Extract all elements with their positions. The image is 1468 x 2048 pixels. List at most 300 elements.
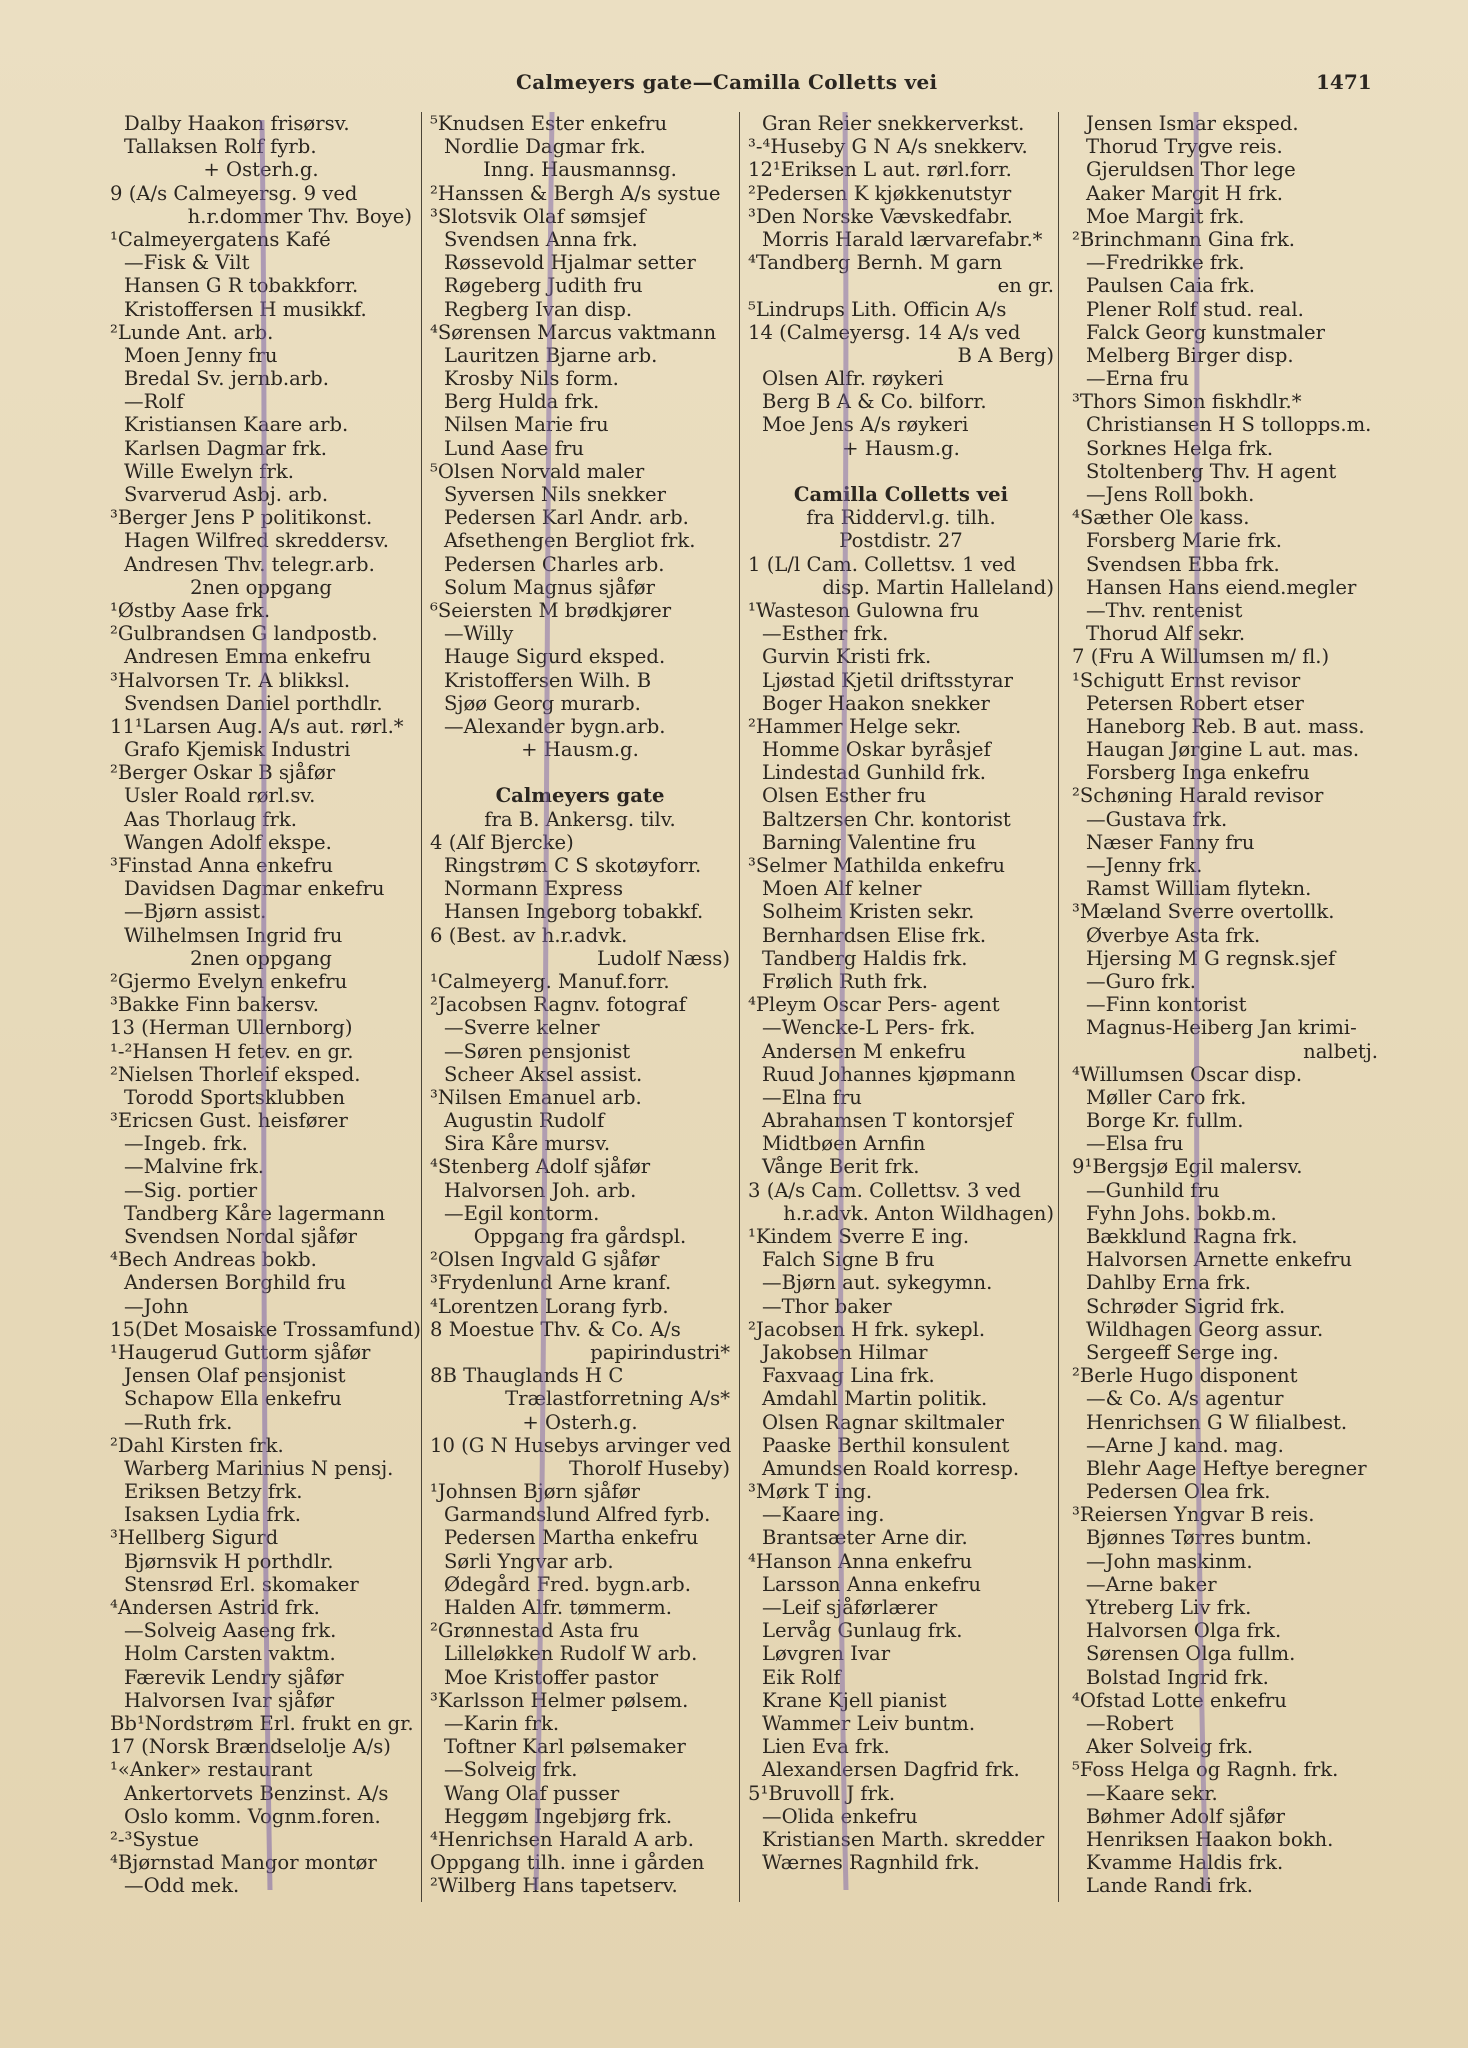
directory-entry: Lande Randi frk.: [1086, 1874, 1253, 1898]
directory-entry: Dalby Haakon frisørsv.: [124, 112, 350, 135]
column-divider: [739, 112, 740, 1902]
directory-entry: Camilla Colletts vei: [793, 483, 1009, 506]
directory-entry: 10 (G N Husebys arvinger ved: [430, 1433, 732, 1457]
directory-entry: ¹Østby Aase frk.: [110, 598, 271, 622]
directory-entry: ²-³Systue: [110, 1827, 199, 1851]
directory-entry: 3 (A/s Cam. Collettsv. 3 ved: [748, 1178, 1021, 1202]
directory-entry: Wilhelmsen Ingrid fru: [124, 923, 343, 947]
directory-entry: Bækklund Ragna frk.: [1086, 1225, 1298, 1248]
directory-entry: ¹«Anker» restaurant: [110, 1758, 313, 1782]
directory-entry: 14 (Calmeyersg. 14 A/s ved: [748, 320, 1021, 344]
directory-entry: 1 (L/l Cam. Collettsv. 1 ved: [748, 552, 1016, 576]
column-divider: [421, 112, 422, 1902]
directory-entry: B A Berg): [957, 343, 1054, 367]
directory-entry: 15(Det Mosaiske Trossamfund): [110, 1317, 421, 1341]
directory-entry: 2nen oppgang: [190, 946, 332, 970]
directory-entry: ²Schøning Harald revisor: [1072, 784, 1324, 808]
directory-entry: ⁵Knudsen Ester enkefru: [430, 112, 668, 135]
directory-entry: Brantsæter Arne dir.: [762, 1526, 968, 1550]
page-title: Calmeyers gate—Camilla Colletts vei: [516, 70, 938, 94]
directory-entry: Dahlby Erna frk.: [1086, 1271, 1252, 1295]
directory-entry: Morris Harald lærvarefabr.*: [762, 227, 1043, 251]
directory-entry: + Hausm.g.: [521, 738, 639, 762]
directory-entry: Sorknes Helga frk.: [1086, 436, 1274, 460]
directory-entry: Melberg Birger disp.: [1086, 343, 1294, 367]
directory-entry: Falck Georg kunstmaler: [1086, 320, 1325, 344]
directory-entry: Forsberg Marie frk.: [1086, 529, 1282, 553]
directory-entry: Tandberg Kåre lagermann: [124, 1201, 386, 1225]
directory-entry: —Alexander bygn.arb.: [444, 714, 666, 738]
directory-entry: ³Thors Simon fiskhdlr.*: [1072, 390, 1302, 414]
directory-entry: Jensen Ismar eksped.: [1086, 112, 1299, 135]
directory-entry: 2nen oppgang: [190, 575, 332, 599]
directory-entry: Henrichsen G W filialbest.: [1086, 1410, 1348, 1434]
directory-entry: ³Den Norske Vævskedfabr.: [748, 204, 1013, 228]
directory-entry: Vånge Berit frk.: [762, 1155, 920, 1179]
directory-entry: ²Gulbrandsen G landpostb.: [110, 622, 378, 646]
directory-entry: 7 (Fru A Willumsen m/ fl.): [1072, 645, 1330, 669]
directory-entry: Lindestad Gunhild frk.: [762, 761, 986, 785]
directory-entry: papirindustri*: [590, 1340, 730, 1364]
directory-entry: Plener Rolf stud. real.: [1086, 297, 1304, 321]
directory-entry: Svendsen Nordal sjåfør: [124, 1225, 358, 1248]
directory-entry: Kvamme Haldis frk.: [1086, 1851, 1284, 1875]
directory-entry: Scheer Aksel assist.: [444, 1062, 643, 1086]
directory-entry: ¹Calmeyergatens Kafé: [110, 227, 331, 251]
directory-entry: —Elna fru: [762, 1085, 862, 1109]
directory-entry: ¹Haugerud Guttorm sjåfør: [110, 1340, 371, 1364]
directory-column-1: [110, 112, 421, 1902]
directory-entry: Nilsen Marie fru: [444, 413, 609, 437]
directory-entry: Schrøder Sigrid frk.: [1086, 1294, 1286, 1318]
directory-entry: —Kaare sekr.: [1086, 1781, 1218, 1805]
directory-entry: Grafo Kjemisk Industri: [124, 738, 351, 762]
directory-entry: 12¹Eriksen L aut. rørl.forr.: [748, 158, 1012, 182]
directory-entry: Sjøø Georg murarb.: [444, 691, 641, 715]
directory-entry: + Osterh.g.: [522, 1410, 638, 1434]
directory-entry: —Egil kontorm.: [444, 1201, 600, 1225]
directory-entry: Bjørnsvik H porthdlr.: [124, 1549, 334, 1573]
directory-entry: Midtbøen Arnfin: [762, 1132, 926, 1156]
directory-entry: Ruud Johannes kjøpmann: [762, 1062, 1016, 1086]
directory-entry: —Esther frk.: [762, 622, 889, 646]
directory-entry: Solheim Kristen sekr.: [762, 900, 975, 924]
directory-entry: Møller Caro frk.: [1086, 1085, 1247, 1109]
directory-entry: ²Hanssen & Bergh A/s systue: [430, 181, 721, 205]
directory-entry: Halvorsen Olga frk.: [1086, 1619, 1282, 1643]
directory-entry: Eriksen Betzy frk.: [124, 1480, 303, 1504]
directory-entry: —John: [124, 1294, 189, 1318]
directory-entry: Haugan Jørgine L aut. mas.: [1086, 738, 1360, 762]
directory-entry: ²Berger Oskar B sjåfør: [110, 761, 336, 785]
directory-entry: —John maskinm.: [1086, 1549, 1253, 1573]
directory-entry: —Solveig frk.: [444, 1758, 578, 1782]
directory-entry: Løvgren Ivar: [762, 1642, 891, 1666]
directory-entry: —Ingeb. frk.: [124, 1132, 248, 1156]
directory-entry: Ankertorvets Benzinst. A/s: [124, 1781, 389, 1805]
directory-entry: ²Olsen Ingvald G sjåfør: [430, 1248, 660, 1272]
directory-entry: —Sig. portier: [124, 1178, 258, 1202]
directory-entry: ¹Johnsen Bjørn sjåfør: [430, 1480, 640, 1504]
directory-entry: Moen Jenny fru: [124, 343, 278, 367]
directory-entry: Boger Haakon snekker: [762, 691, 990, 715]
directory-entry: Wangen Adolf ekspe.: [124, 830, 332, 854]
directory-entry: Krane Kjell pianist: [762, 1688, 947, 1712]
directory-entry: Ringstrøm C S skotøyforr.: [444, 854, 702, 877]
directory-entry: ¹Kindem Sverre E ing.: [748, 1225, 970, 1248]
directory-entry: Stensrød Erl. skomaker: [124, 1572, 359, 1596]
directory-entry: ⁴Hanson Anna enkefru: [748, 1549, 973, 1573]
directory-entry: Karlsen Dagmar frk.: [124, 436, 327, 460]
directory-entry: Aaker Margit H frk.: [1086, 181, 1283, 205]
directory-entry: Torodd Sportsklubben: [124, 1085, 345, 1109]
directory-entry: Eik Rolf: [762, 1665, 841, 1689]
directory-entry: Pedersen Karl Andr. arb.: [444, 506, 689, 530]
directory-entry: Nordlie Dagmar frk.: [444, 135, 646, 159]
directory-entry: —& Co. A/s agentur: [1086, 1387, 1284, 1411]
directory-entry: Henriksen Haakon bokh.: [1086, 1827, 1334, 1851]
directory-entry: 9¹Bergsjø Egil malersv.: [1072, 1155, 1303, 1179]
directory-entry: Paulsen Caia frk.: [1086, 274, 1255, 298]
directory-entry: Oslo komm. Vognm.foren.: [124, 1804, 381, 1828]
directory-entry: Bolstad Ingrid frk.: [1086, 1665, 1269, 1689]
directory-entry: ²Berle Hugo disponent: [1072, 1364, 1298, 1388]
directory-entry: Lund Aase fru: [444, 436, 584, 460]
directory-entry: —Sverre kelner: [444, 1016, 600, 1040]
directory-entry: Christiansen H S tollopps.m.: [1086, 413, 1372, 437]
directory-entry: [748, 460, 1054, 483]
directory-entry: Lilleløkken Rudolf W arb.: [444, 1642, 698, 1666]
directory-entry: —Gunhild fru: [1086, 1178, 1220, 1202]
directory-entry: Postdistr. 27: [839, 529, 963, 553]
directory-entry: Hagen Wilfred skreddersv.: [124, 529, 390, 553]
directory-entry: ⁴Lorentzen Lorang fyrb.: [430, 1294, 669, 1318]
directory-entry: Jakobsen Hilmar: [762, 1340, 928, 1364]
directory-entry: 9 (A/s Calmeyersg. 9 ved: [110, 181, 358, 205]
directory-entry: Andresen Emma enkefru: [124, 645, 372, 669]
directory-entry: —Robert: [1086, 1711, 1174, 1735]
directory-entry: Olsen Ragnar skiltmaler: [762, 1410, 1004, 1434]
directory-entry: Pedersen Charles arb.: [444, 552, 665, 576]
directory-entry: ³Reiersen Yngvar B reis.: [1072, 1503, 1315, 1527]
directory-entry: Stoltenberg Thv. H agent: [1086, 459, 1337, 483]
directory-entry: + Osterh.g.: [203, 158, 319, 182]
directory-entry: —Karin frk.: [444, 1711, 560, 1735]
directory-entry: —Thor baker: [762, 1294, 892, 1318]
directory-entry: Augustin Rudolf: [444, 1109, 605, 1133]
directory-entry: Wammer Leiv buntm.: [762, 1711, 976, 1735]
directory-entry: ⁶Seiersten M brødkjører: [430, 598, 672, 622]
directory-entry: Toftner Karl pølsemaker: [444, 1735, 686, 1759]
directory-entry: —Rolf: [124, 390, 184, 414]
directory-entry: Lien Eva frk.: [762, 1735, 890, 1759]
directory-entry: Bredal Sv. jernb.arb.: [124, 367, 329, 391]
directory-column-4: [1072, 112, 1378, 1902]
directory-entry: Fyhn Johs. bokb.m.: [1086, 1201, 1277, 1225]
directory-entry: Calmeyers gate: [495, 784, 665, 808]
directory-entry: Sergeeff Serge ing.: [1086, 1340, 1279, 1364]
directory-entry: —Wencke-L Pers- frk.: [762, 1016, 976, 1040]
directory-entry: 8 Moestue Thv. & Co. A/s: [430, 1317, 681, 1341]
directory-entry: Paaske Berthil konsulent: [762, 1433, 1010, 1457]
directory-entry: disp. Martin Halleland): [822, 575, 1054, 599]
directory-entry: fra Riddervl.g. tilh.: [806, 506, 996, 530]
directory-entry: Barning Valentine fru: [762, 830, 977, 854]
directory-entry: Wille Ewelyn frk.: [124, 459, 294, 483]
directory-entry: Oppgang fra gårdspl.: [473, 1225, 687, 1248]
directory-entry: fra B. Ankersg. tilv.: [484, 807, 676, 831]
column-divider: [1058, 112, 1059, 1902]
directory-entry: Svendsen Ebba frk.: [1086, 552, 1280, 576]
directory-entry: Kristiansen Marth. skredder: [762, 1827, 1045, 1851]
directory-entry: ²Pedersen K kjøkkenutstyr: [748, 181, 1012, 205]
directory-entry: Halvorsen Ivar sjåfør: [124, 1688, 335, 1712]
directory-entry: Krosby Nils form.: [444, 367, 619, 391]
directory-entry: Ødegård Fred. bygn.arb.: [444, 1572, 691, 1596]
directory-entry: ³Ericsen Gust. heisfører: [110, 1109, 348, 1133]
directory-entry: Usler Roald rørl.sv.: [124, 784, 316, 808]
directory-entry: ⁴Pleym Oscar Pers- agent: [748, 993, 1000, 1017]
directory-entry: 13 (Herman Ullernborg): [110, 1016, 353, 1040]
directory-entry: Wildhagen Georg assur.: [1086, 1317, 1324, 1341]
directory-entry: Schapow Ella enkefru: [124, 1387, 342, 1411]
directory-entry: —Kaare ing.: [762, 1503, 885, 1527]
directory-entry: —Gustava frk.: [1086, 807, 1228, 831]
directory-entry: Davidsen Dagmar enkefru: [124, 877, 385, 901]
directory-entry: —Guro frk.: [1086, 969, 1196, 993]
directory-entry: —Arne J kand. mag.: [1086, 1433, 1284, 1457]
directory-entry: ⁵Olsen Norvald maler: [430, 459, 645, 483]
directory-entry: Larsson Anna enkefru: [762, 1572, 982, 1596]
directory-entry: ⁴Henrichsen Harald A arb.: [430, 1827, 694, 1851]
directory-entry: ³Bakke Finn bakersv.: [110, 993, 319, 1017]
directory-entry: Baltzersen Chr. kontorist: [762, 807, 1011, 831]
directory-entry: ⁴Stenberg Adolf sjåfør: [430, 1155, 651, 1179]
directory-entry: ³Mæland Sverre overtollk.: [1072, 900, 1335, 924]
directory-column-3: [748, 112, 1054, 1902]
directory-entry: en gr.: [997, 274, 1054, 298]
directory-entry: —Solveig Aaseng frk.: [124, 1619, 337, 1643]
directory-entry: nalbetj.: [1303, 1039, 1378, 1063]
directory-entry: Inng. Hausmannsg.: [483, 158, 677, 182]
directory-entry: Færevik Lendry sjåfør: [124, 1665, 344, 1689]
directory-entry: Thorolf Huseby): [568, 1456, 730, 1480]
directory-entry: ³Selmer Mathilda enkefru: [748, 854, 1006, 877]
directory-entry: ³Hellberg Sigurd: [110, 1526, 279, 1550]
directory-entry: Sørensen Olga fullm.: [1086, 1642, 1296, 1666]
directory-entry: Magnus-Heiberg Jan krimi-: [1086, 1016, 1357, 1040]
directory-entry: Halvorsen Arnette enkefru: [1086, 1248, 1352, 1272]
directory-entry: ³Berger Jens P politikonst.: [110, 506, 373, 530]
directory-entry: Tandberg Haldis frk.: [762, 946, 968, 970]
directory-entry: Ljøstad Kjetil driftsstyrar: [762, 668, 1013, 692]
directory-entry: Abrahamsen T kontorsjef: [762, 1109, 1013, 1133]
directory-entry: ²Brinchmann Gina frk.: [1072, 227, 1295, 251]
directory-entry: Gran Reier snekkerverkst.: [762, 112, 1025, 135]
directory-entry: —Søren pensjonist: [444, 1039, 631, 1063]
directory-entry: Olsen Esther fru: [762, 784, 927, 808]
directory-entry: Hansen G R tobakkforr.: [124, 274, 359, 298]
directory-entry: —Fisk & Vilt: [124, 251, 250, 275]
directory-entry: ⁴Sæther Ole kass.: [1072, 506, 1250, 530]
directory-entry: Heggøm Ingebjørg frk.: [444, 1804, 673, 1828]
directory-entry: ⁴Sørensen Marcus vaktmann: [430, 320, 717, 344]
directory-entry: Røssevold Hjalmar setter: [444, 251, 696, 275]
directory-entry: —Fredrikke frk.: [1086, 251, 1245, 275]
directory-entry: ²Jacobsen Ragnv. fotograf: [430, 993, 687, 1017]
directory-entry: 5¹Bruvoll J frk.: [748, 1781, 896, 1805]
directory-entry: —Olida enkefru: [762, 1804, 918, 1828]
directory-entry: Pedersen Olea frk.: [1086, 1480, 1271, 1504]
directory-entry: —Willy: [444, 622, 514, 646]
directory-entry: Borge Kr. fullm.: [1086, 1109, 1244, 1133]
directory-entry: Oppgang tilh. inne i gården: [430, 1851, 705, 1875]
directory-entry: Petersen Robert etser: [1086, 691, 1304, 715]
directory-entry: Bjønnes Tørres buntm.: [1086, 1526, 1312, 1550]
directory-entry: h.r.advk. Anton Wildhagen): [783, 1201, 1054, 1225]
directory-entry: Røgeberg Judith fru: [444, 274, 643, 298]
directory-entry: ⁴Willumsen Oscar disp.: [1072, 1062, 1303, 1086]
directory-entry: Solum Magnus sjåfør: [444, 575, 655, 599]
directory-entry: Gjeruldsen Thor lege: [1086, 158, 1296, 182]
directory-entry: ²Nielsen Thorleif eksped.: [110, 1062, 361, 1086]
directory-entry: Olsen Alfr. røykeri: [762, 367, 944, 391]
directory-entry: 17 (Norsk Brændselolje A/s): [110, 1735, 391, 1759]
directory-entry: Holm Carsten vaktm.: [124, 1642, 336, 1666]
directory-entry: 8B Thauglands H C: [430, 1364, 624, 1388]
directory-entry: Tallaksen Rolf fyrb.: [124, 135, 317, 159]
directory-entry: Kristoffersen Wilh. B: [444, 668, 652, 692]
directory-entry: —Elsa fru: [1086, 1132, 1184, 1156]
directory-entry: Svendsen Daniel porthdlr.: [124, 691, 383, 715]
directory-entry: Alexandersen Dagfrid frk.: [762, 1758, 1020, 1782]
directory-entry: ¹Calmeyerg. Manuf.forr.: [430, 969, 670, 993]
directory-entry: ²Jacobsen H frk. sykepl.: [748, 1317, 986, 1341]
directory-entry: Gurvin Kristi frk.: [762, 645, 932, 669]
directory-entry: —Leif sjåførlærer: [762, 1596, 938, 1619]
directory-entry: ⁴Bech Andreas bokb.: [110, 1248, 317, 1272]
directory-entry: Faxvaag Lina frk.: [762, 1364, 935, 1388]
directory-entry: —Malvine frk.: [124, 1155, 265, 1179]
directory-entry: ¹-²Hansen H fetev. en gr.: [110, 1039, 354, 1063]
directory-entry: ³-⁴Huseby G N A/s snekkerv.: [748, 135, 1028, 159]
directory-entry: ²Grønnestad Asta fru: [430, 1619, 640, 1643]
directory-entry: ²Wilberg Hans tapetserv.: [430, 1874, 678, 1898]
directory-entry: Aker Solveig frk.: [1086, 1735, 1254, 1759]
directory-entry: 11¹Larsen Aug. A/s aut. rørl.*: [110, 714, 404, 738]
directory-entry: Bøhmer Adolf sjåfør: [1086, 1804, 1286, 1828]
directory-entry: + Hausm.g.: [842, 436, 960, 460]
directory-entry: Wærnes Ragnhild frk.: [762, 1851, 980, 1875]
directory-entry: —Bjørn assist.: [124, 900, 267, 924]
directory-entry: Andersen Borghild fru: [124, 1271, 347, 1295]
directory-entry: ¹Wasteson Gulowna fru: [748, 598, 980, 622]
directory-entry: ⁴Ofstad Lotte enkefru: [1072, 1688, 1287, 1712]
directory-entry: Svarverud Asbj. arb.: [124, 483, 329, 506]
directory-entry: ³Karlsson Helmer pølsem.: [430, 1688, 689, 1712]
directory-entry: Moe Kristoffer pastor: [444, 1665, 659, 1689]
directory-entry: Trælastforretning A/s*: [505, 1387, 730, 1411]
directory-entry: Thorud Trygve reis.: [1086, 135, 1283, 159]
directory-entry: Hansen Ingeborg tobakkf.: [444, 900, 704, 924]
directory-entry: ³Nilsen Emanuel arb.: [430, 1085, 642, 1109]
directory-entry: Regberg Ivan disp.: [444, 297, 633, 321]
page-number: 1471: [1316, 70, 1372, 94]
directory-entry: Falch Signe B fru: [762, 1248, 935, 1272]
directory-entry: Bb¹Nordstrøm Erl. frukt en gr.: [110, 1711, 414, 1735]
directory-entry: Andersen M enkefru: [762, 1039, 966, 1063]
directory-entry: Ramst William flytekn.: [1086, 877, 1312, 901]
directory-entry: ³Mørk T ing.: [748, 1480, 873, 1504]
directory-entry: Hjersing M G regnsk.sjef: [1086, 946, 1336, 970]
directory-entry: 6 (Best. av h.r.advk.: [430, 923, 628, 947]
directory-entry: ²Lunde Ant. arb.: [110, 320, 274, 344]
directory-entry: Lervåg Gunlaug frk.: [762, 1619, 963, 1643]
directory-entry: ⁴Andersen Astrid frk.: [110, 1596, 320, 1619]
directory-entry: Berg Hulda frk.: [444, 390, 600, 414]
directory-entry: —Finn kontorist: [1086, 993, 1247, 1017]
directory-entry: Lauritzen Bjarne arb.: [444, 343, 658, 367]
directory-entry: Hauge Sigurd eksped.: [444, 645, 666, 669]
directory-entry: —Odd mek.: [124, 1874, 240, 1898]
directory-entry: Svendsen Anna frk.: [444, 227, 638, 251]
directory-entry: ⁵Lindrups Lith. Officin A/s: [748, 297, 1007, 321]
directory-entry: Næser Fanny fru: [1086, 830, 1255, 854]
directory-entry: Syversen Nils snekker: [444, 483, 666, 506]
directory-entry: —Ruth frk.: [124, 1410, 233, 1434]
directory-entry: Sira Kåre mursv.: [444, 1132, 611, 1156]
directory-entry: Amundsen Roald korresp.: [762, 1456, 1020, 1480]
directory-entry: Afsethengen Bergliot frk.: [444, 529, 696, 553]
directory-entry: Halden Alfr. tømmerm.: [444, 1596, 672, 1619]
directory-entry: Blehr Aage Heftye beregner: [1086, 1456, 1367, 1480]
directory-entry: Øverbye Asta frk.: [1086, 923, 1261, 947]
directory-entry: Garmandslund Alfred fyrb.: [444, 1503, 711, 1527]
directory-entry: Amdahl Martin politik.: [762, 1387, 988, 1411]
directory-entry: —Arne baker: [1086, 1572, 1217, 1596]
directory-entry: —Erna fru: [1086, 367, 1190, 391]
directory-entry: Pedersen Martha enkefru: [444, 1526, 699, 1550]
directory-entry: —Jens Roll bokh.: [1086, 483, 1255, 506]
directory-entry: ³Slotsvik Olaf sømsjef: [430, 204, 646, 228]
directory-entry: Ludolf Næss): [596, 946, 730, 970]
directory-entry: ¹Schigutt Ernst revisor: [1072, 668, 1301, 692]
directory-entry: [430, 761, 730, 784]
directory-entry: ²Hammer Helge sekr.: [748, 714, 962, 738]
directory-entry: —Bjørn aut. sykegymn.: [762, 1271, 993, 1295]
directory-entry: Kristoffersen H musikkf.: [124, 297, 367, 321]
directory-entry: ²Dahl Kirsten frk.: [110, 1433, 284, 1457]
directory-entry: Moe Margit frk.: [1086, 204, 1245, 228]
directory-entry: ³Frydenlund Arne kranf.: [430, 1271, 672, 1295]
directory-entry: Ytreberg Liv frk.: [1086, 1596, 1252, 1619]
page-header: [0, 70, 1468, 106]
directory-entry: Isaksen Lydia frk.: [124, 1503, 302, 1527]
directory-entry: Jensen Olaf pensjonist: [124, 1364, 346, 1388]
directory-entry: ⁴Tandberg Bernh. M garn: [748, 251, 1003, 275]
directory-entry: Berg B A & Co. bilforr.: [762, 390, 987, 414]
directory-entry: ⁴Bjørnstad Mangor montør: [110, 1851, 377, 1875]
directory-entry: Bernhardsen Elise frk.: [762, 923, 987, 947]
directory-entry: Homme Oskar byråsjef: [762, 738, 991, 762]
directory-entry: Warberg Marinius N pensj.: [124, 1456, 394, 1480]
directory-entry: Frølich Ruth frk.: [762, 969, 928, 993]
directory-entry: Kristiansen Kaare arb.: [124, 413, 349, 437]
directory-entry: ⁵Foss Helga og Ragnh. frk.: [1072, 1758, 1339, 1782]
directory-entry: Moen Alf kelner: [762, 877, 922, 901]
directory-entry: h.r.dommer Thv. Boye): [187, 204, 412, 228]
directory-entry: Hansen Hans eiend.megler: [1086, 575, 1357, 599]
